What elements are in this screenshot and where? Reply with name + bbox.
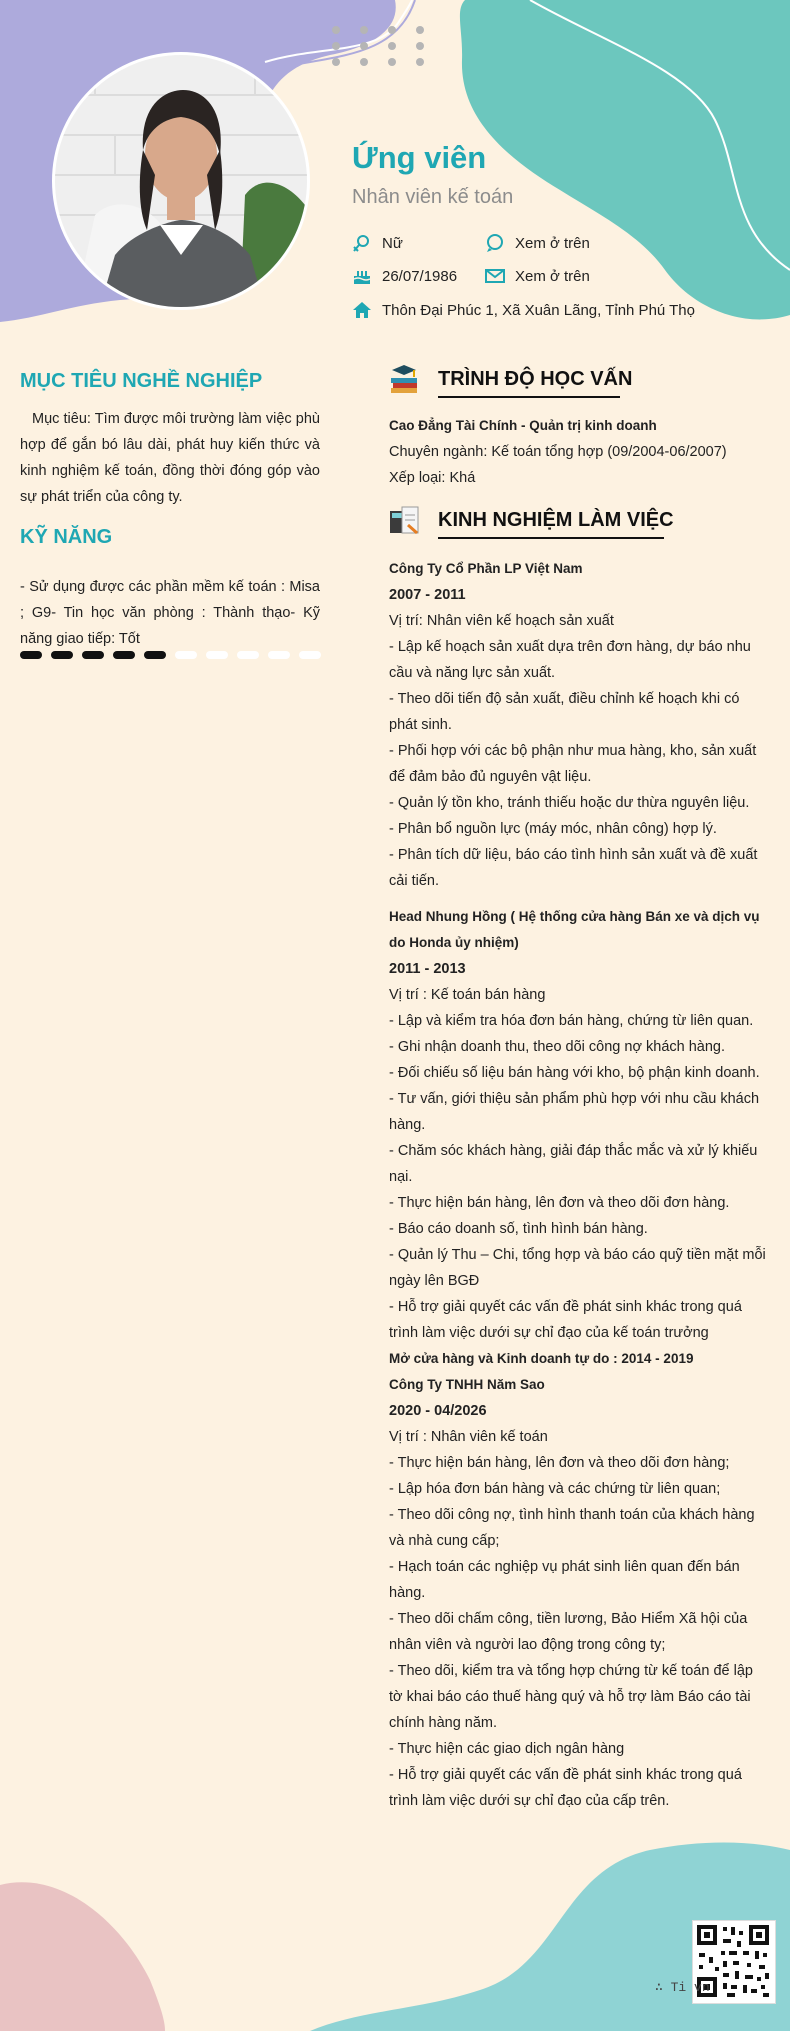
skill-dot-filled <box>20 651 42 659</box>
experience-duty: - Báo cáo doanh số, tình hình bán hàng. <box>389 1221 648 1237</box>
experience-item <box>389 1346 767 1372</box>
gender-info <box>352 233 403 253</box>
experience-company: Head Nhung Hồng ( Hệ thống cửa hàng Bán xe và dịch vụ do Honda ủy nhiệm) <box>389 909 760 950</box>
experience-duty: - Thực hiện các giao dịch ngân hàng <box>389 1741 625 1757</box>
experience-duty: - Tư vấn, giới thiệu sản phẩm phù hợp với nhu cầu khách hàng. <box>389 1091 760 1133</box>
candidate-position: Nhân viên kế toán <box>352 186 514 208</box>
skill-dot-empty <box>299 651 321 659</box>
skill-dot-filled <box>113 651 135 659</box>
experience-header <box>388 503 674 537</box>
footer-decoration <box>0 1840 790 2031</box>
experience-role: Vị trí : Kế toán bán hàng <box>389 987 546 1003</box>
footer-text: ∴ Ti vn <box>655 1980 710 1995</box>
skill-dot-filled <box>51 651 73 659</box>
skill-dot-filled <box>144 651 166 659</box>
candidate-name: Ứng viên <box>352 140 487 175</box>
experience-duty: - Ghi nhận doanh thu, theo dõi công nợ khách hàng. <box>389 1039 726 1055</box>
experience-duty: - Quản lý Thu – Chi, tổng hợp và báo cáo quỹ tiền mặt mỗi ngày lên BGĐ <box>389 1247 766 1289</box>
email-value: Xem ở trên <box>515 267 590 285</box>
phone-info <box>485 233 590 253</box>
education-title: TRÌNH ĐỘ HỌC VẤN <box>438 367 633 390</box>
experience-period: 2011 - 2013 <box>389 961 466 977</box>
experience-duty: - Phân bổ nguồn lực (máy móc, nhân công) hợp lý. <box>389 821 717 837</box>
dob-value: 26/07/1986 <box>382 267 458 285</box>
experience-duty: - Chăm sóc khách hàng, giải đáp thắc mắc và xử lý khiếu nại. <box>389 1143 758 1185</box>
experience-duty: - Theo dõi chấm công, tiền lương, Bảo Hiểm Xã hội của nhân viên và người lao động trong công ty; <box>389 1611 748 1653</box>
work-tools-icon <box>388 503 420 537</box>
email-info <box>485 266 590 286</box>
experience-company: Công Ty Cổ Phần LP Việt Nam <box>389 561 583 576</box>
skills-title: KỸ NĂNG <box>20 526 113 548</box>
envelope-icon <box>485 266 505 286</box>
objective-title: MỤC TIÊU NGHỀ NGHIỆP <box>20 370 263 392</box>
skill-level-bar <box>20 651 330 659</box>
skill-dot-empty <box>237 651 259 659</box>
experience-duty: - Lập và kiểm tra hóa đơn bán hàng, chứng từ liên quan. <box>389 1013 754 1029</box>
education-major: Chuyên ngành: Kế toán tổng hợp (09/2004-06/2007) <box>389 444 727 460</box>
gender-value: Nữ <box>382 234 403 252</box>
address-info <box>352 300 695 320</box>
experience-list <box>389 556 767 1814</box>
experience-role: Vị trí: Nhân viên kế hoạch sản xuất <box>389 613 614 629</box>
experience-duty: - Thực hiện bán hàng, lên đơn và theo dõi đơn hàng. <box>389 1195 730 1211</box>
address-value: Thôn Đại Phúc 1, Xã Xuân Lãng, Tỉnh Phú Thọ <box>382 301 695 319</box>
experience-company: Công Ty TNHH Năm Sao <box>389 1377 545 1392</box>
experience-duty: - Theo dõi, kiểm tra và tổng hợp chứng từ kế toán để lập tờ khai báo cáo thuế hàng quý và hỗ trợ làm Báo cáo tài chính hàng năm. <box>389 1663 753 1731</box>
experience-role: Vị trí : Nhân viên kế toán <box>389 1429 548 1445</box>
experience-period: 2020 - 04/2026 <box>389 1403 487 1419</box>
skills-text: - Sử dụng được các phần mềm kế toán : Misa ; G9- Tin học văn phòng : Thành thạo- Kỹ năng giao tiếp: Tốt <box>20 579 320 647</box>
experience-duty: - Quản lý tồn kho, tránh thiếu hoặc dư thừa nguyên liệu. <box>389 795 750 811</box>
education-header <box>388 362 633 396</box>
avatar <box>52 52 310 310</box>
objective-text: Mục tiêu: Tìm được môi trường làm việc phù hợp để gắn bó lâu dài, phát huy kiến thức và kinh nghiệm kế toán, đồng thời đóng góp vào sự phát triển của công ty. <box>20 411 320 505</box>
experience-duty: - Lập hóa đơn bán hàng và các chứng từ liên quan; <box>389 1481 721 1497</box>
experience-title: KINH NGHIỆM LÀM VIỆC <box>438 508 674 531</box>
experience-duty: - Đối chiếu số liệu bán hàng với kho, bộ phận kinh doanh. <box>389 1065 760 1081</box>
skill-dot-filled <box>82 651 104 659</box>
experience-item <box>389 556 767 894</box>
experience-duty: - Hạch toán các nghiệp vụ phát sinh liên quan đến bán hàng. <box>389 1559 740 1601</box>
skill-dot-empty <box>175 651 197 659</box>
experience-duty: - Phân tích dữ liệu, báo cáo tình hình sản xuất và đề xuất cải tiến. <box>389 847 758 889</box>
dob-info <box>352 266 457 286</box>
experience-item <box>389 904 767 1346</box>
experience-duty: - Theo dõi tiến độ sản xuất, điều chỉnh kế hoạch khi có phát sinh. <box>389 691 740 733</box>
education-content <box>389 413 767 491</box>
experience-duty: - Hỗ trợ giải quyết các vấn đề phát sinh khác trong quá trình làm việc dưới sự chỉ đạo của kế toán trưởng <box>389 1299 742 1341</box>
experience-duty: - Phối hợp với các bộ phận như mua hàng, kho, sản xuất để đảm bảo đủ nguyên vật liệu. <box>389 743 757 785</box>
skill-dot-empty <box>268 651 290 659</box>
experience-duty: - Theo dõi công nợ, tình hình thanh toán của khách hàng và nhà cung cấp; <box>389 1507 755 1549</box>
books-icon <box>388 362 420 396</box>
experience-company: Mở cửa hàng và Kinh doanh tự do : 2014 - 2019 <box>389 1351 694 1366</box>
education-school: Cao Đẳng Tài Chính - Quản trị kinh doanh <box>389 418 657 433</box>
whatsapp-icon <box>485 233 505 253</box>
experience-period: 2007 - 2011 <box>389 587 466 603</box>
phone-value: Xem ở trên <box>515 234 590 252</box>
education-grade: Xếp loại: Khá <box>389 470 476 486</box>
experience-duty: - Hỗ trợ giải quyết các vấn đề phát sinh khác trong quá trình làm việc dưới sự chỉ đạo của cấp trên. <box>389 1767 742 1809</box>
home-icon <box>352 300 372 320</box>
experience-duty: - Lập kế hoạch sản xuất dựa trên đơn hàng, dự báo nhu cầu và năng lực sản xuất. <box>389 639 751 681</box>
gender-icon <box>352 233 372 253</box>
experience-duty: - Thực hiện bán hàng, lên đơn và theo dõi đơn hàng; <box>389 1455 730 1471</box>
skill-dot-empty <box>206 651 228 659</box>
birthday-cake-icon <box>352 266 372 286</box>
experience-item <box>389 1372 767 1814</box>
